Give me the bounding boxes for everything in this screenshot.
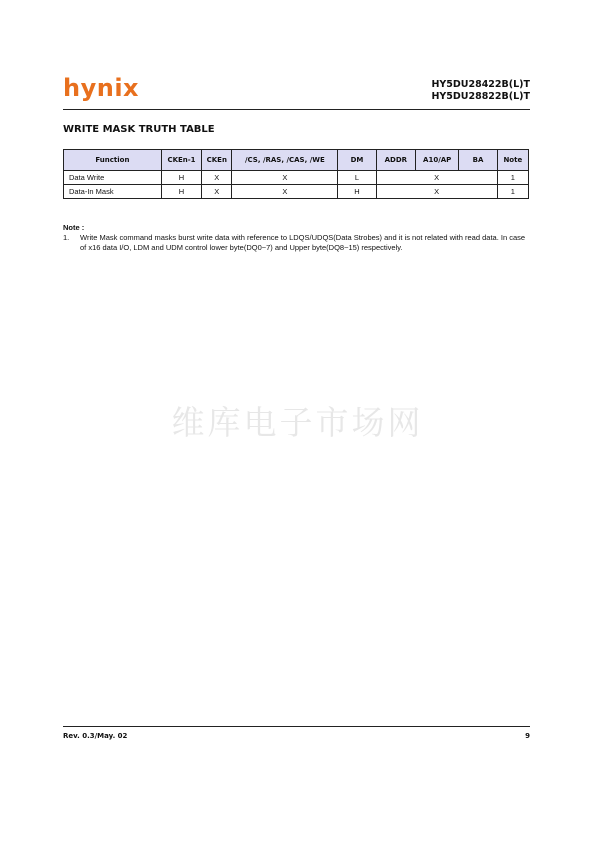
note-heading: Note : <box>63 223 85 232</box>
note-item <box>63 233 529 253</box>
cell-dm: H <box>338 185 376 199</box>
header-cken: CKEn <box>202 150 232 171</box>
table-row <box>64 171 529 185</box>
watermark: 维库电子市场网 <box>171 403 424 442</box>
table-header-row <box>64 150 529 171</box>
page-number: 9 <box>525 732 530 740</box>
part-number-2: HY5DU28822B(L)T <box>431 91 530 102</box>
cell-cken-1: H <box>161 185 201 199</box>
cell-addr-a10-ba: X <box>376 185 497 199</box>
cell-note: 1 <box>497 185 528 199</box>
cell-cken-1: H <box>161 171 201 185</box>
header-ba: BA <box>459 150 497 171</box>
section-title: WRITE MASK TRUTH TABLE <box>63 124 215 135</box>
revision-label: Rev. 0.3/May. 02 <box>63 732 128 740</box>
header-cken-1: CKEn-1 <box>161 150 201 171</box>
note-number: 1. <box>63 233 70 242</box>
cell-cken: X <box>202 185 232 199</box>
header-note: Note <box>497 150 528 171</box>
cell-command: X <box>232 171 338 185</box>
cell-note: 1 <box>497 171 528 185</box>
cell-addr-a10-ba: X <box>376 171 497 185</box>
table-row <box>64 185 529 199</box>
header-a10-ap: A10/AP <box>415 150 458 171</box>
header-function: Function <box>64 150 162 171</box>
note-text: Write Mask command masks burst write data with reference to LDQS/UDQS(Data Strobes) and it is not related with read data. In case of x16 data I/O, LDM and UDM control lower byte(DQ0~7) and Upper byte(DQ8~15) respectively. <box>80 233 526 252</box>
write-mask-truth-table <box>63 149 529 199</box>
hynix-logo: hynix <box>63 74 140 102</box>
part-numbers <box>431 79 530 103</box>
footer-divider <box>63 726 530 727</box>
cell-function: Data-In Mask <box>64 185 162 199</box>
cell-command: X <box>232 185 338 199</box>
header-addr: ADDR <box>376 150 415 171</box>
cell-dm: L <box>338 171 376 185</box>
cell-cken: X <box>202 171 232 185</box>
part-number-1: HY5DU28422B(L)T <box>431 79 530 90</box>
cell-function: Data Write <box>64 171 162 185</box>
header-divider <box>63 109 530 110</box>
header-dm: DM <box>338 150 376 171</box>
note-block <box>63 223 529 253</box>
header-command: /CS, /RAS, /CAS, /WE <box>232 150 338 171</box>
